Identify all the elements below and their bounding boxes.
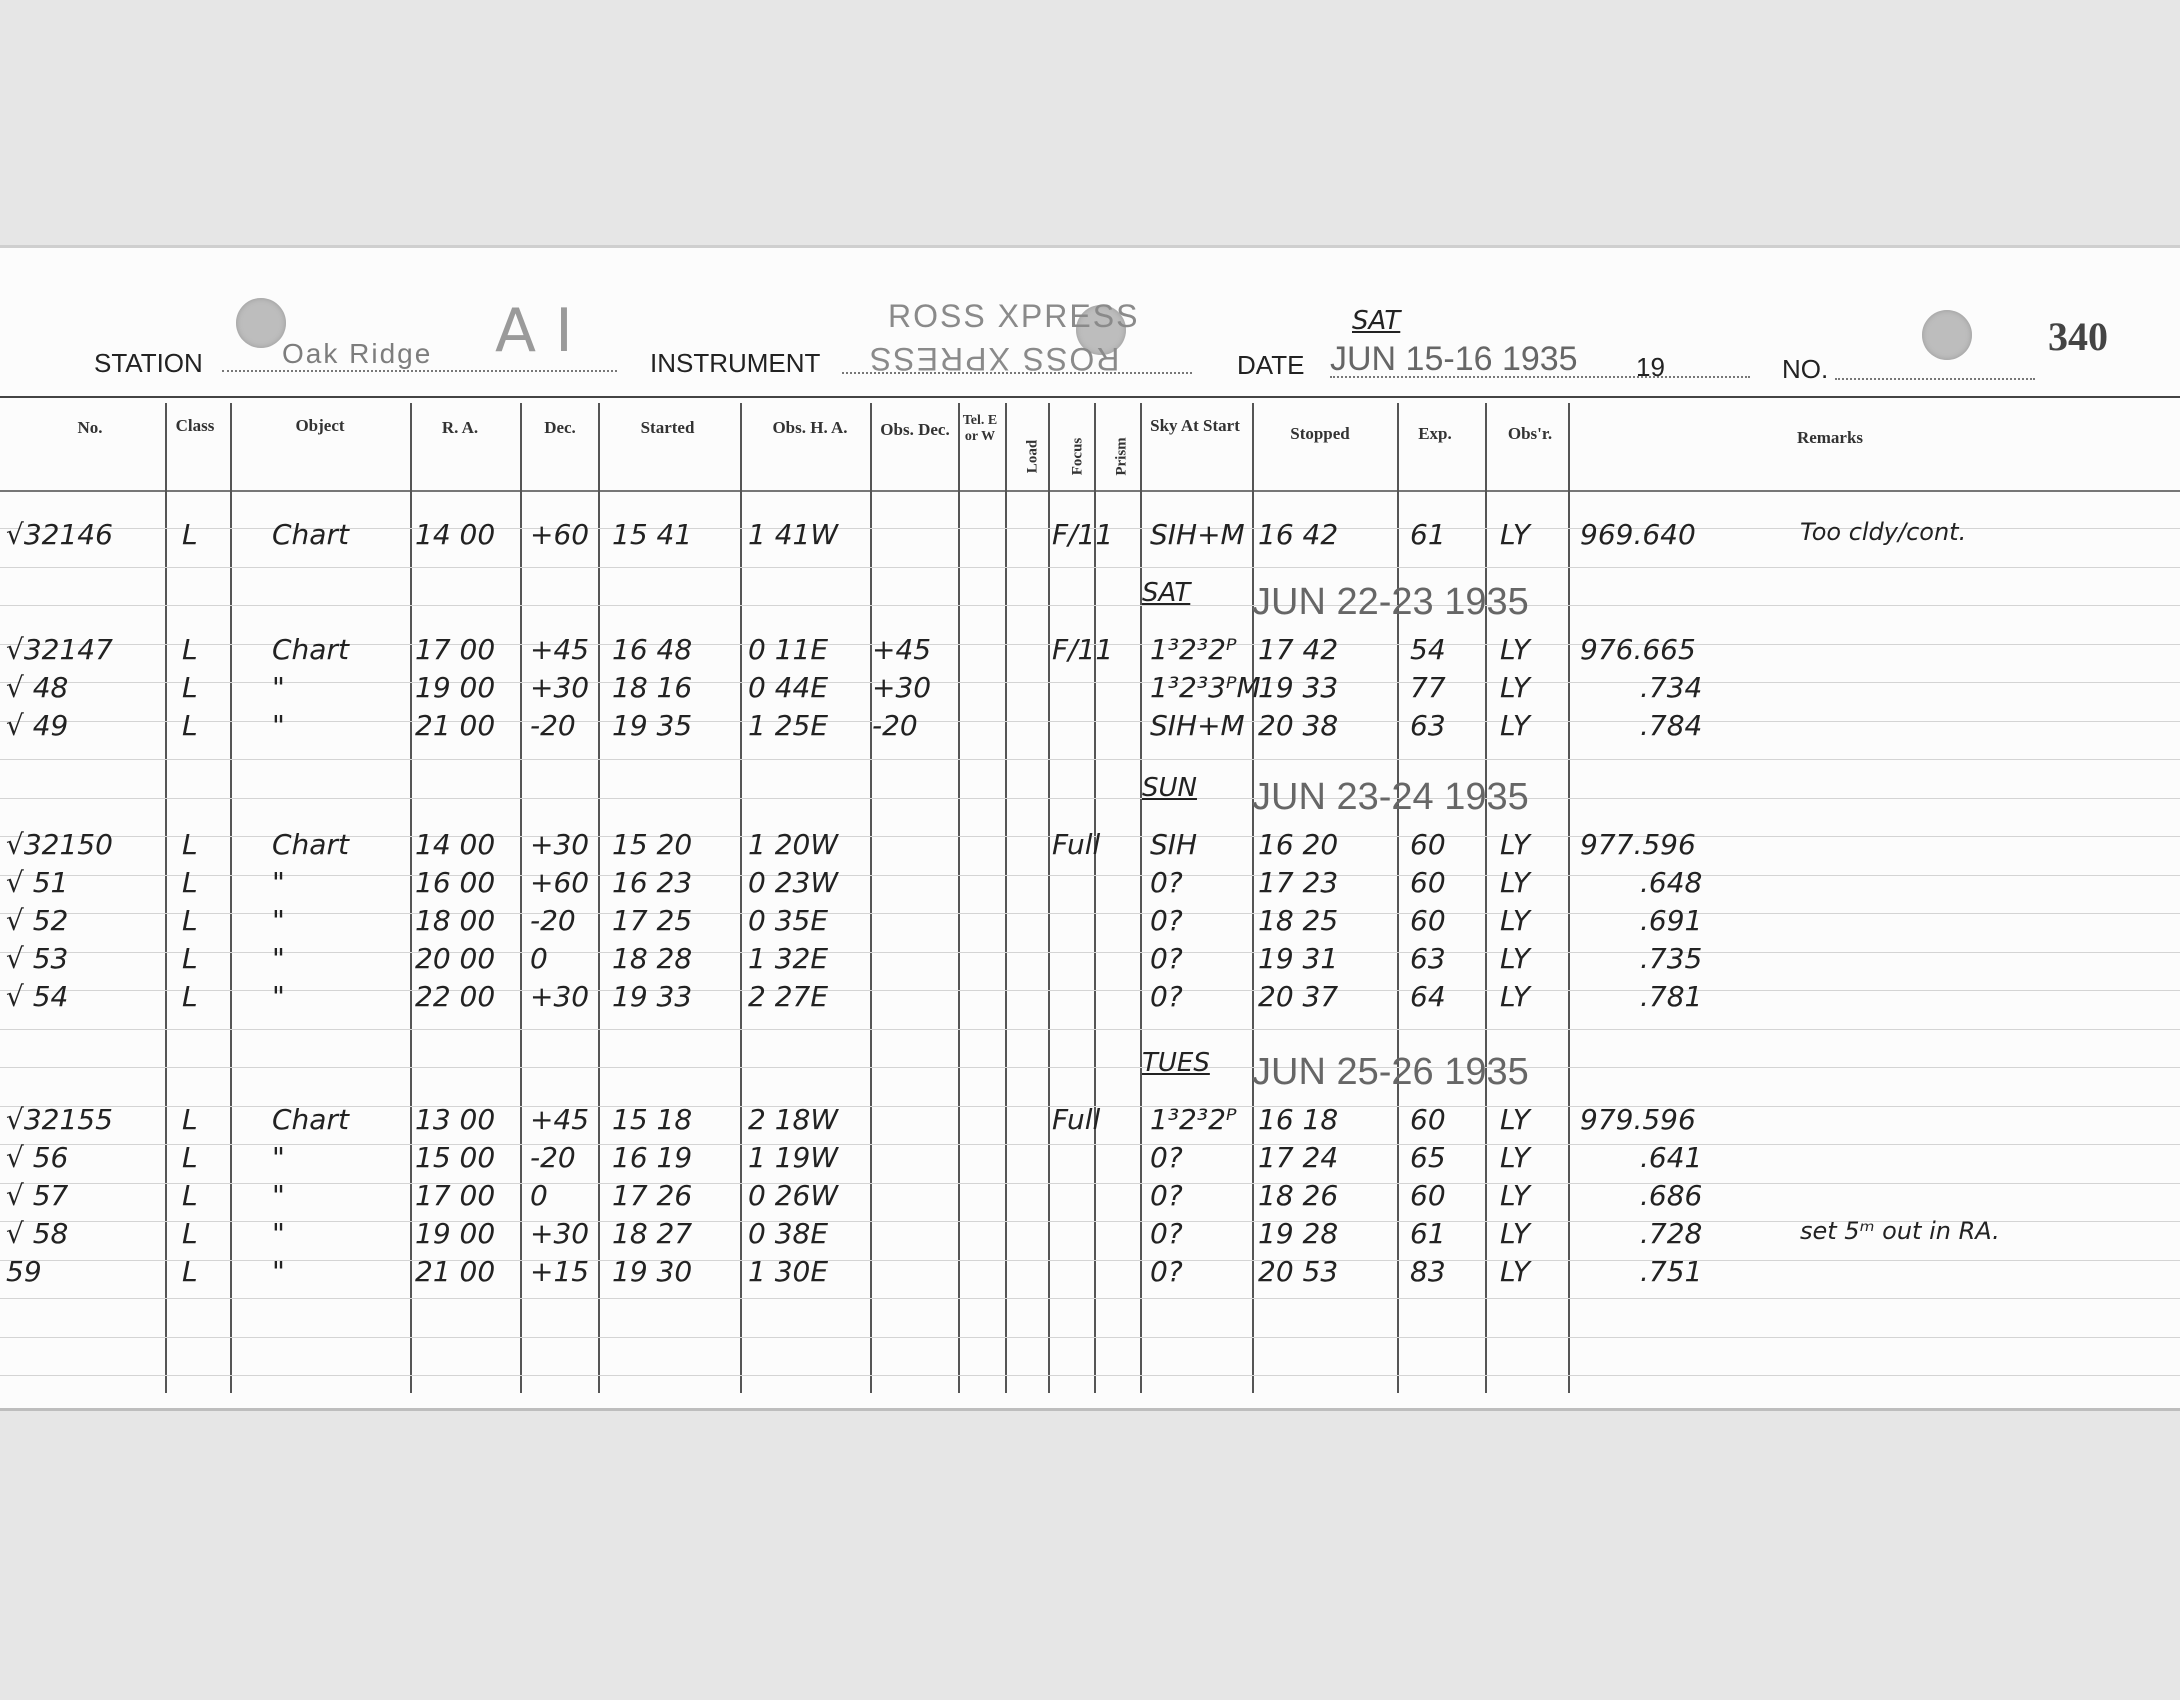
cell-ra: 22 00 <box>415 980 496 1013</box>
cell-sky: 1³2³3ᴾM <box>1150 671 1261 704</box>
cell-exp: 64 <box>1410 980 1446 1013</box>
cell-stopped: 20 38 <box>1258 709 1339 742</box>
cell-odec: +45 <box>872 633 932 666</box>
instrument-label: INSTRUMENT <box>650 348 821 378</box>
cell-exp: 60 <box>1410 866 1446 899</box>
cell-started: 16 23 <box>612 866 693 899</box>
cell-ra: 19 00 <box>415 671 496 704</box>
cell-sky: 0? <box>1150 1255 1183 1288</box>
cell-no: √32150 <box>6 828 113 861</box>
column-divider <box>520 403 522 1393</box>
ruled-line <box>0 1183 2180 1184</box>
cell-class: L <box>182 518 198 551</box>
cell-ra: 17 00 <box>415 1179 496 1212</box>
cell-ra: 16 00 <box>415 866 496 899</box>
header-bottom-rule <box>0 490 2180 492</box>
group-day-label: SAT <box>1142 578 1191 608</box>
cell-class: L <box>182 1255 198 1288</box>
cell-no: √ 53 <box>6 942 69 975</box>
cell-exp: 60 <box>1410 1179 1446 1212</box>
no-dotted-line <box>1835 378 2035 380</box>
col-header-sky: Sky At Start <box>1150 416 1240 435</box>
cell-exp: 77 <box>1410 671 1446 704</box>
cell-obsr: LY <box>1500 709 1531 742</box>
cell-ra: 21 00 <box>415 709 496 742</box>
cell-no: √ 54 <box>6 980 69 1013</box>
cell-oha: 2 18W <box>748 1103 839 1136</box>
col-header-stopped: Stopped <box>1290 424 1350 443</box>
cell-obsr: LY <box>1500 1217 1531 1250</box>
punch-hole-icon <box>1922 310 1972 360</box>
cell-rem: .781 <box>1640 980 1703 1013</box>
cell-dec: 0 <box>530 942 548 975</box>
header-rule <box>0 396 2180 398</box>
ruled-line <box>0 567 2180 568</box>
cell-object: " <box>272 1255 285 1288</box>
cell-odec: +30 <box>872 671 932 704</box>
date-suffix: 19 <box>1636 352 1665 382</box>
cell-stopped: 17 23 <box>1258 866 1339 899</box>
cell-exp: 60 <box>1410 904 1446 937</box>
cell-rem: .691 <box>1640 904 1703 937</box>
cell-obsr: LY <box>1500 633 1531 666</box>
col-header-focus: Focus <box>1069 437 1086 476</box>
cell-obsr: LY <box>1500 1141 1531 1174</box>
cell-rem: .735 <box>1640 942 1703 975</box>
cell-oha: 1 19W <box>748 1141 839 1174</box>
cell-class: L <box>182 980 198 1013</box>
col-header-class: Class <box>175 416 215 435</box>
cell-ra: 14 00 <box>415 518 496 551</box>
cell-rem: .734 <box>1640 671 1703 704</box>
cell-class: L <box>182 1141 198 1174</box>
group-date-stamp: JUN 25-26 1935 <box>1252 1051 1529 1093</box>
cell-stopped: 17 42 <box>1258 633 1339 666</box>
cell-sky: 0? <box>1150 1141 1183 1174</box>
ruled-line <box>0 990 2180 991</box>
cell-started: 17 26 <box>612 1179 693 1212</box>
column-divider <box>1485 403 1487 1393</box>
cell-oha: 0 26W <box>748 1179 839 1212</box>
cell-started: 15 41 <box>612 518 693 551</box>
date-label: DATE <box>1237 350 1305 380</box>
cell-rem: 969.640 <box>1580 518 1696 551</box>
cell-sky: 0? <box>1150 866 1183 899</box>
cell-started: 18 27 <box>612 1217 693 1250</box>
cell-sky: 0? <box>1150 1217 1183 1250</box>
ruled-line <box>0 721 2180 722</box>
column-divider <box>870 403 872 1393</box>
cell-sky: 0? <box>1150 980 1183 1013</box>
cell-object: " <box>272 866 285 899</box>
cell-dec: +60 <box>530 518 590 551</box>
cell-stopped: 16 20 <box>1258 828 1339 861</box>
cell-stopped: 19 31 <box>1258 942 1339 975</box>
cell-oha: 0 23W <box>748 866 839 899</box>
ruled-line <box>0 759 2180 760</box>
cell-sky: SIH <box>1150 828 1198 861</box>
cell-class: L <box>182 942 198 975</box>
cell-rem: .728 <box>1640 1217 1703 1250</box>
cell-note: set 5ᵐ out in RA. <box>1800 1217 2000 1245</box>
cell-focus: Full <box>1052 1103 1101 1136</box>
cell-started: 19 33 <box>612 980 693 1013</box>
cell-exp: 63 <box>1410 709 1446 742</box>
group-date-stamp: JUN 23-24 1935 <box>1252 776 1529 818</box>
cell-exp: 61 <box>1410 518 1446 551</box>
cell-no: √ 49 <box>6 709 69 742</box>
cell-rem: .648 <box>1640 866 1703 899</box>
station-dotted-line <box>222 370 617 372</box>
cell-no: √ 48 <box>6 671 69 704</box>
cell-stopped: 16 42 <box>1258 518 1339 551</box>
ruled-line <box>0 1067 2180 1068</box>
cell-rem: 976.665 <box>1580 633 1696 666</box>
cell-exp: 61 <box>1410 1217 1446 1250</box>
cell-class: L <box>182 866 198 899</box>
cell-object: " <box>272 1217 285 1250</box>
cell-ra: 19 00 <box>415 1217 496 1250</box>
cell-stopped: 16 18 <box>1258 1103 1339 1136</box>
column-divider <box>1252 403 1254 1393</box>
cell-focus: F/11 <box>1052 633 1114 666</box>
cell-object: Chart <box>272 633 349 666</box>
cell-ra: 18 00 <box>415 904 496 937</box>
cell-dec: +30 <box>530 671 590 704</box>
cell-object: " <box>272 980 285 1013</box>
column-divider <box>1005 403 1007 1393</box>
cell-ra: 15 00 <box>415 1141 496 1174</box>
cell-oha: 0 44E <box>748 671 829 704</box>
col-header-remarks: Remarks <box>1796 428 1864 447</box>
cell-rem: 979.596 <box>1580 1103 1696 1136</box>
cell-object: " <box>272 671 285 704</box>
cell-class: L <box>182 1217 198 1250</box>
column-divider <box>1094 403 1096 1393</box>
column-divider <box>958 403 960 1393</box>
cell-obsr: LY <box>1500 1103 1531 1136</box>
cell-dec: +45 <box>530 633 590 666</box>
cell-obsr: LY <box>1500 980 1531 1013</box>
ruled-line <box>0 952 2180 953</box>
cell-sky: SIH+M <box>1150 709 1245 742</box>
col-header-dec: Dec. <box>544 418 576 437</box>
cell-exp: 60 <box>1410 1103 1446 1136</box>
cell-ra: 20 00 <box>415 942 496 975</box>
ruled-line <box>0 1029 2180 1030</box>
cell-no: √ 58 <box>6 1217 69 1250</box>
cell-class: L <box>182 1179 198 1212</box>
cell-obsr: LY <box>1500 1179 1531 1212</box>
cell-sky: 0? <box>1150 904 1183 937</box>
cell-started: 17 25 <box>612 904 693 937</box>
column-divider <box>1140 403 1142 1393</box>
cell-no: √32147 <box>6 633 113 666</box>
cell-dec: 0 <box>530 1179 548 1212</box>
cell-rem: .641 <box>1640 1141 1703 1174</box>
cell-exp: 60 <box>1410 828 1446 861</box>
card-number: 340 <box>2048 314 2108 359</box>
cell-no: √ 51 <box>6 866 69 899</box>
cell-obsr: LY <box>1500 518 1531 551</box>
cell-dec: -20 <box>530 904 576 937</box>
col-header-obs-ha: Obs. H. A. <box>772 418 848 437</box>
ruled-line <box>0 798 2180 799</box>
cell-class: L <box>182 828 198 861</box>
cell-oha: 1 20W <box>748 828 839 861</box>
cell-object: Chart <box>272 518 349 551</box>
col-header-no: No. <box>77 418 103 437</box>
cell-dec: +15 <box>530 1255 590 1288</box>
cell-dec: +30 <box>530 980 590 1013</box>
cell-object: " <box>272 709 285 742</box>
col-header-obsr: Obs'r. <box>1507 424 1553 443</box>
cell-ra: 21 00 <box>415 1255 496 1288</box>
cell-object: Chart <box>272 1103 349 1136</box>
cell-exp: 63 <box>1410 942 1446 975</box>
cell-stopped: 17 24 <box>1258 1141 1339 1174</box>
cell-stopped: 20 37 <box>1258 980 1339 1013</box>
cell-no: √ 52 <box>6 904 69 937</box>
observation-card <box>0 245 2180 1411</box>
cell-stopped: 18 25 <box>1258 904 1339 937</box>
cell-class: L <box>182 709 198 742</box>
cell-started: 19 30 <box>612 1255 693 1288</box>
cell-oha: 0 11E <box>748 633 829 666</box>
cell-sky: 1³2³2ᴾ <box>1150 633 1237 666</box>
cell-started: 18 16 <box>612 671 693 704</box>
cell-oha: 1 32E <box>748 942 829 975</box>
group-date-stamp: JUN 22-23 1935 <box>1252 581 1529 623</box>
column-divider <box>1397 403 1399 1393</box>
cell-obsr: LY <box>1500 942 1531 975</box>
cell-focus: Full <box>1052 828 1101 861</box>
ruled-line <box>0 682 2180 683</box>
column-divider <box>1048 403 1050 1393</box>
ruled-line <box>0 1375 2180 1376</box>
cell-no: √ 56 <box>6 1141 69 1174</box>
cell-obsr: LY <box>1500 828 1531 861</box>
cell-started: 16 19 <box>612 1141 693 1174</box>
col-header-tel: Tel. E or W <box>962 413 998 444</box>
col-header-started: Started <box>640 418 695 437</box>
cell-class: L <box>182 633 198 666</box>
column-divider <box>598 403 600 1393</box>
cell-obsr: LY <box>1500 671 1531 704</box>
cell-no: √32146 <box>6 518 113 551</box>
cell-dec: -20 <box>530 709 576 742</box>
instrument-stamp: ROSS XPRESS <box>888 298 1140 334</box>
cell-no: √ 57 <box>6 1179 69 1212</box>
cell-oha: 0 38E <box>748 1217 829 1250</box>
ruled-line <box>0 1260 2180 1261</box>
cell-dec: +30 <box>530 828 590 861</box>
date-day: SAT <box>1352 306 1401 336</box>
col-header-obs-dec: Obs. Dec. <box>880 420 950 439</box>
cell-dec: +30 <box>530 1217 590 1250</box>
cell-ra: 14 00 <box>415 828 496 861</box>
cell-odec: -20 <box>872 709 918 742</box>
instrument-stamp-mirrored: ROSS XPRESS <box>868 341 1120 377</box>
col-header-load: Load <box>1024 439 1041 474</box>
cell-ra: 13 00 <box>415 1103 496 1136</box>
cell-rem: .686 <box>1640 1179 1703 1212</box>
cell-sky: SIH+M <box>1150 518 1245 551</box>
column-divider <box>1568 403 1570 1393</box>
column-divider <box>410 403 412 1393</box>
column-divider <box>740 403 742 1393</box>
cell-focus: F/11 <box>1052 518 1114 551</box>
cell-obsr: LY <box>1500 904 1531 937</box>
cell-obsr: LY <box>1500 1255 1531 1288</box>
station-mark: A I <box>495 296 573 366</box>
cell-object: " <box>272 942 285 975</box>
cell-object: " <box>272 1179 285 1212</box>
cell-rem: .784 <box>1640 709 1703 742</box>
cell-class: L <box>182 1103 198 1136</box>
ruled-line <box>0 875 2180 876</box>
group-day-label: SUN <box>1142 773 1197 803</box>
station-value: Oak Ridge <box>282 338 433 369</box>
cell-class: L <box>182 904 198 937</box>
cell-no: √32155 <box>6 1103 113 1136</box>
cell-dec: -20 <box>530 1141 576 1174</box>
punch-hole-icon <box>236 298 286 348</box>
station-label: STATION <box>94 348 203 378</box>
cell-class: L <box>182 671 198 704</box>
col-header-object: Object <box>295 416 345 435</box>
cell-rem: .751 <box>1640 1255 1703 1288</box>
cell-no: 59 <box>6 1255 42 1288</box>
cell-oha: 1 41W <box>748 518 839 551</box>
cell-obsr: LY <box>1500 866 1531 899</box>
date-value: JUN 15-16 1935 <box>1330 340 1578 378</box>
cell-stopped: 19 33 <box>1258 671 1339 704</box>
cell-exp: 54 <box>1410 633 1446 666</box>
ruled-line <box>0 1144 2180 1145</box>
cell-note: Too cldy/cont. <box>1800 518 1967 546</box>
cell-started: 15 18 <box>612 1103 693 1136</box>
ruled-line <box>0 605 2180 606</box>
cell-object: Chart <box>272 828 349 861</box>
column-divider <box>165 403 167 1393</box>
cell-rem: 977.596 <box>1580 828 1696 861</box>
column-divider <box>230 403 232 1393</box>
cell-stopped: 20 53 <box>1258 1255 1339 1288</box>
cell-dec: +60 <box>530 866 590 899</box>
cell-oha: 0 35E <box>748 904 829 937</box>
cell-sky: 1³2³2ᴾ <box>1150 1103 1237 1136</box>
no-label: NO. <box>1782 354 1829 384</box>
cell-started: 19 35 <box>612 709 693 742</box>
cell-exp: 83 <box>1410 1255 1446 1288</box>
cell-oha: 1 25E <box>748 709 829 742</box>
cell-exp: 65 <box>1410 1141 1446 1174</box>
cell-stopped: 19 28 <box>1258 1217 1339 1250</box>
cell-oha: 1 30E <box>748 1255 829 1288</box>
cell-object: " <box>272 904 285 937</box>
cell-sky: 0? <box>1150 942 1183 975</box>
ruled-line <box>0 1298 2180 1299</box>
cell-dec: +45 <box>530 1103 590 1136</box>
cell-started: 15 20 <box>612 828 693 861</box>
cell-sky: 0? <box>1150 1179 1183 1212</box>
cell-started: 16 48 <box>612 633 693 666</box>
col-header-ra: R. A. <box>441 418 479 437</box>
col-header-prism: Prism <box>1113 437 1130 476</box>
col-header-exp: Exp. <box>1418 424 1452 443</box>
ruled-line <box>0 913 2180 914</box>
ruled-line <box>0 1337 2180 1338</box>
cell-ra: 17 00 <box>415 633 496 666</box>
cell-oha: 2 27E <box>748 980 829 1013</box>
cell-object: " <box>272 1141 285 1174</box>
cell-stopped: 18 26 <box>1258 1179 1339 1212</box>
group-day-label: TUES <box>1142 1048 1210 1078</box>
cell-started: 18 28 <box>612 942 693 975</box>
